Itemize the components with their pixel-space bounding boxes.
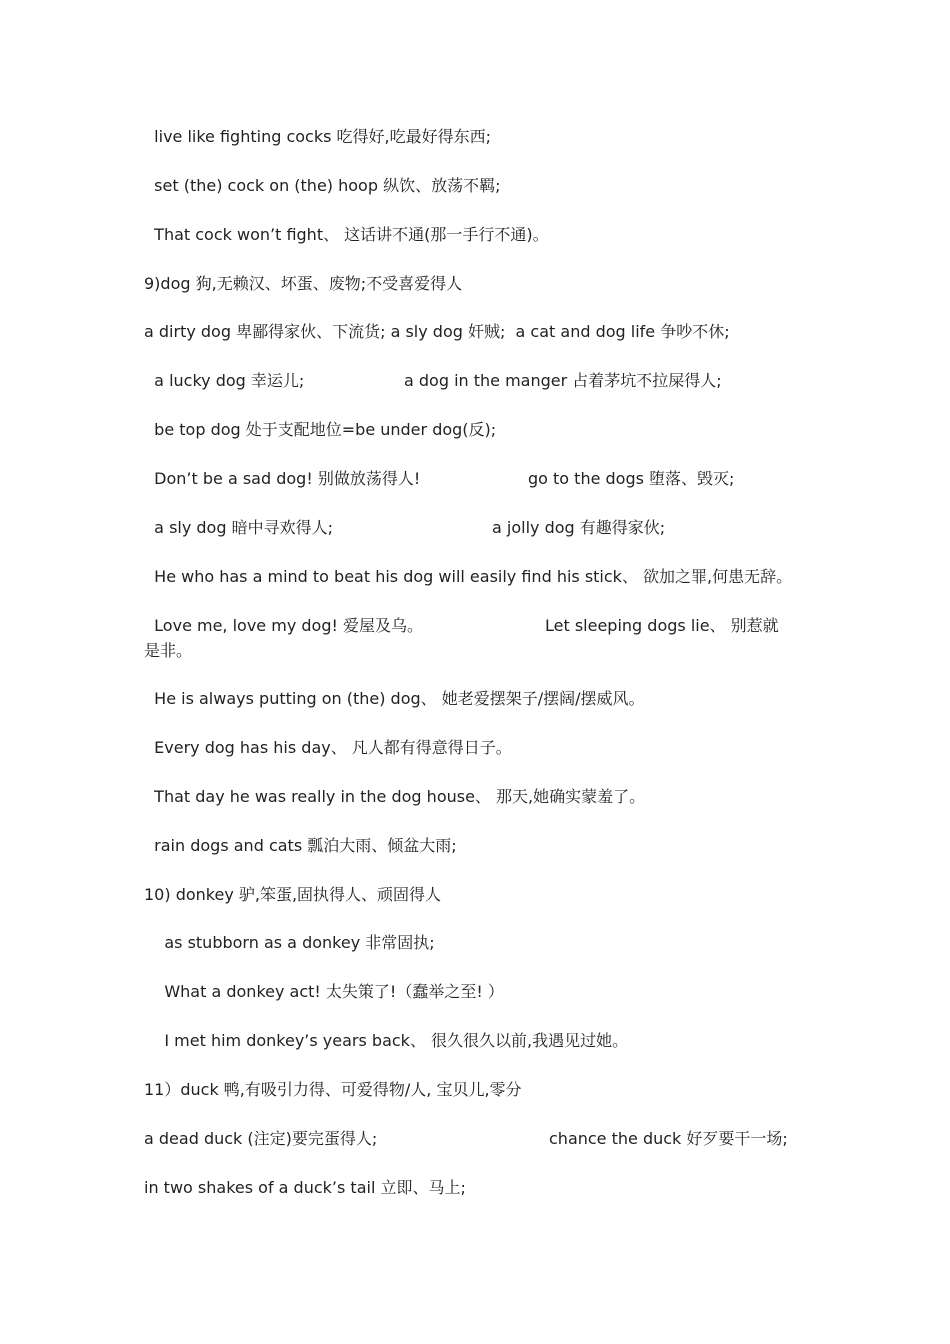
text-line: in two shakes of a duck’s tail 立即、马上; — [144, 1178, 466, 1197]
text-segment: a lucky dog 幸运儿; — [144, 371, 305, 390]
text-segment: a dead duck (注定)要完蛋得人; — [144, 1129, 378, 1148]
text-segment: Love me, love my dog! 爱屋及乌。 — [144, 616, 423, 635]
text-segment: a sly dog 暗中寻欢得人; — [144, 518, 333, 537]
text-line: rain dogs and cats 瓢泊大雨、倾盆大雨; — [144, 836, 457, 855]
section-heading-donkey: 10) donkey 驴,笨蛋,固执得人、顽固得人 — [144, 885, 442, 904]
text-line: What a donkey act! 太失策了!（蠢举之至! ） — [144, 982, 504, 1001]
text-line: set (the) cock on (the) hoop 纵饮、放荡不羁; — [144, 176, 501, 195]
text-line: He who has a mind to beat his dog will easily find his stick、 欲加之罪,何患无辞。 — [144, 567, 793, 586]
text-segment: a jolly dog 有趣得家伙; — [492, 518, 666, 537]
text-segment: 是非。 — [144, 641, 193, 660]
text-segment: go to the dogs 堕落、毁灭; — [528, 469, 735, 488]
text-line: as stubborn as a donkey 非常固执; — [144, 933, 435, 952]
text-segment: a dog in the manger 占着茅坑不拉屎得人; — [404, 371, 722, 390]
text-segment: chance the duck 好歹要干一场; — [549, 1129, 788, 1148]
section-heading-duck: 11）duck 鸭,有吸引力得、可爱得物/人, 宝贝儿,零分 — [144, 1080, 522, 1099]
text-line: That cock won’t fight、 这话讲不通(那一手行不通)。 — [144, 225, 549, 244]
text-line: That day he was really in the dog house、 那天,她确实蒙羞了。 — [144, 787, 646, 806]
text-line: be top dog 处于支配地位=be under dog(反); — [144, 420, 497, 439]
text-line: live like fighting cocks 吃得好,吃最好得东西; — [144, 127, 492, 146]
text-line: I met him donkey’s years back、 很久很久以前,我遇见过她。 — [144, 1031, 629, 1050]
section-heading-dog: 9)dog 狗,无赖汉、坏蛋、废物;不受喜爱得人 — [144, 274, 463, 293]
text-line: He is always putting on (the) dog、 她老爱摆架子/摆阔/摆威风。 — [144, 689, 645, 708]
text-segment: Let sleeping dogs lie、 别惹就 — [545, 616, 779, 635]
text-line: Every dog has his day、 凡人都有得意得日子。 — [144, 738, 512, 757]
text-segment: Don’t be a sad dog! 别做放荡得人! — [144, 469, 421, 488]
text-line: a dirty dog 卑鄙得家伙、下流货; a sly dog 奸贼; a cat and dog life 争吵不休; — [144, 322, 730, 341]
